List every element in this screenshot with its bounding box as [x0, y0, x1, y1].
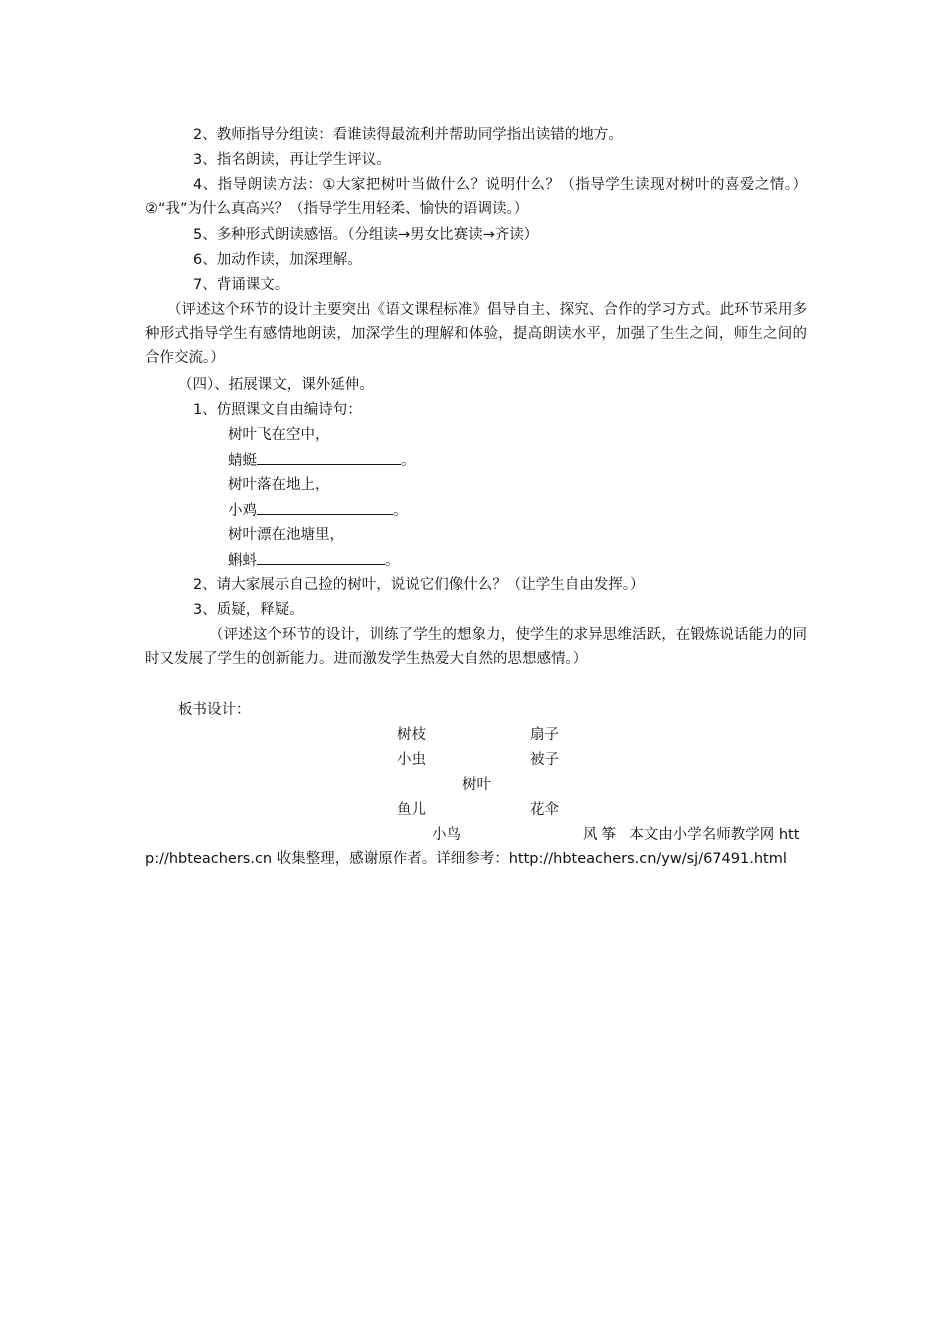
poem-blank-3[interactable] [257, 548, 385, 565]
board-left-2: 小虫 [397, 752, 426, 768]
board-last-row-and-credit [145, 823, 807, 871]
section-4-item-2: 2、请大家展示自己捡的树叶，说说它们像什么？（让学生自由发挥。） [193, 577, 645, 593]
poem-line-6-start: 蝌蚪 [228, 553, 257, 569]
poem-line-4 [228, 498, 408, 523]
poem-line-2 [228, 448, 416, 473]
poem-line-5: 树叶漂在池塘里， [228, 527, 344, 543]
poem-blank-1[interactable] [257, 448, 401, 465]
poem-line-6-end: 。 [385, 553, 400, 569]
poem-line-2-start: 蜻蜓 [228, 453, 257, 469]
board-left-3: 鱼儿 [397, 802, 426, 818]
comment-paragraph-1: （评述这个环节的设计主要突出《语文课程标准》倡导自主、探究、合作的学习方式。此环节采用多种形式指导学生有感情地朗读，加深学生的理解和体验，提高朗读水平，加强了生生之间，师生之间的合作交流。） [145, 302, 807, 366]
board-right-2: 被子 [530, 752, 559, 768]
step-5: 5、多种形式朗读感悟。（分组读→男女比赛读→齐读） [193, 227, 539, 243]
board-left-1: 树枝 [397, 727, 426, 743]
step-2: 2、教师指导分组读：看谁读得最流利并帮助同学指出读错的地方。 [193, 127, 623, 143]
poem-blank-2[interactable] [257, 498, 393, 515]
step-4: 4、指导朗读方法：①大家把树叶当做什么？说明什么？（指导学生读现对树叶的喜爱之情。）②“我”为什么真高兴？（指导学生用轻柔、愉快的语调读。） [145, 177, 807, 217]
step-7: 7、背诵课文。 [193, 277, 290, 293]
credit-text: 本文由小学名师教学网 http://hbteachers.cn 收集整理，感谢原作者。详细参考：http://hbteachers.cn/yw/sj/67491.html [145, 827, 800, 867]
step-3: 3、指名朗读，再让学生评议。 [193, 152, 391, 168]
comment-paragraph-2: （评述这个环节的设计，训练了学生的想象力，使学生的求异思维活跃，在锻炼说话能力的同时又发展了学生的创新能力。进而激发学生热爱大自然的思想感情。） [145, 627, 807, 667]
board-right-4: 风筝 [583, 827, 620, 843]
board-left-4: 小鸟 [432, 827, 461, 843]
section-4-item-1: 1、仿照课文自由编诗句： [193, 402, 362, 418]
step-6: 6、加动作读，加深理解。 [193, 252, 362, 268]
poem-line-4-end: 。 [393, 503, 408, 519]
section-4-item-3: 3、质疑，释疑。 [193, 602, 304, 618]
board-right-3: 花伞 [530, 802, 559, 818]
poem-line-4-start: 小鸡 [228, 503, 257, 519]
board-design-title: 板书设计： [178, 702, 251, 718]
board-right-1: 扇子 [530, 727, 559, 743]
board-center: 树叶 [462, 777, 491, 793]
section-4-heading: （四）、拓展课文，课外延伸。 [178, 377, 374, 393]
poem-line-3: 树叶落在地上， [228, 477, 330, 493]
poem-line-1: 树叶飞在空中， [228, 427, 330, 443]
poem-line-2-end: 。 [401, 453, 416, 469]
poem-line-6 [228, 548, 400, 573]
